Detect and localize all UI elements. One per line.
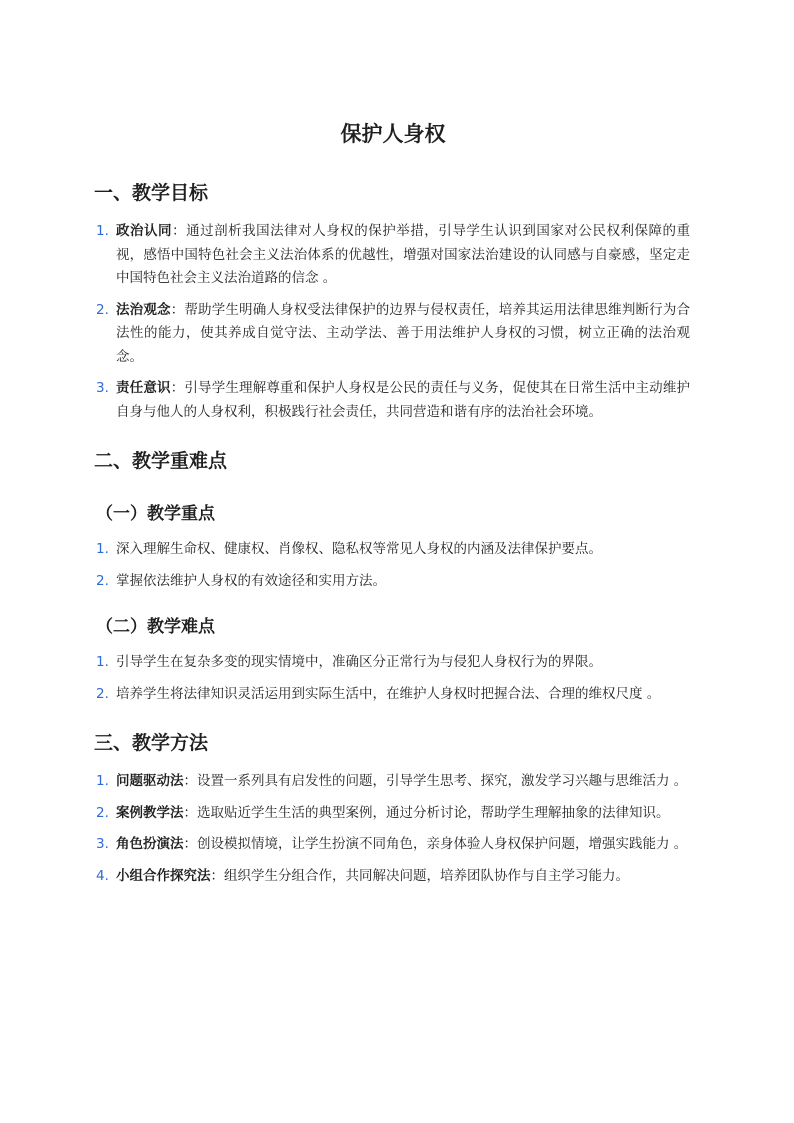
teaching-goals-list (96, 220, 690, 424)
item-term: 案例教学法 (116, 804, 184, 821)
list-number: 2. (96, 572, 109, 589)
item-text: 引导学生理解尊重和保护人身权是公民的责任与义务，促使其在日常生活中主动维护自身与他人的人身权利，积极践行社会责任，共同营造和谐有序的法治社会环境。 (116, 380, 691, 420)
list-number: 1. (96, 223, 109, 239)
item-text: 引导学生在复杂多变的现实情境中，准确区分正常行为与侵犯人身权行为的界限。 (116, 654, 602, 670)
item-text: 组织学生分组合作，共同解决问题，培养团队协作与自主学习能力。 (224, 867, 629, 884)
section-heading-key-difficult-points: 二、教学重难点 (94, 450, 228, 472)
item-term: 问题驱动法 (116, 773, 184, 789)
item-text: 创设模拟情境，让学生扮演不同角色，亲身体验人身权保护问题，增强实践能力 。 (197, 836, 688, 852)
list-number: 2. (96, 685, 109, 702)
list-number: 2. (96, 804, 109, 821)
document-title: 保护人身权 (340, 122, 446, 146)
item-separator: ： (183, 773, 197, 789)
item-separator: ： (170, 301, 185, 318)
item-separator: ： (210, 867, 224, 884)
item-separator: ： (183, 836, 197, 852)
key-points-list (96, 538, 690, 593)
list-item (96, 651, 690, 675)
list-number: 2. (96, 301, 109, 318)
list-number: 1. (96, 541, 109, 557)
list-number: 1. (96, 773, 109, 789)
item-term: 小组合作探究法 (116, 867, 211, 884)
item-term: 责任意识 (116, 380, 171, 396)
item-term: 法治观念 (116, 301, 171, 318)
teaching-methods-list (96, 770, 690, 888)
item-separator: ： (183, 804, 197, 821)
list-item (96, 299, 690, 370)
list-number: 3. (96, 380, 109, 396)
item-text: 选取贴近学生生活的典型案例，通过分析讨论，帮助学生理解抽象的法律知识。 (197, 804, 670, 821)
list-item (96, 802, 690, 826)
item-text: 培养学生将法律知识灵活运用到实际生活中，在维护人身权时把握合法、合理的维权尺度 。 (116, 685, 661, 702)
list-item (96, 683, 690, 707)
section-heading-teaching-methods: 三、教学方法 (94, 732, 209, 754)
list-item (96, 377, 690, 424)
subsection-heading-key-points: （一）教学重点 (96, 504, 215, 524)
list-item (96, 570, 690, 594)
item-separator: ： (172, 223, 187, 239)
difficult-points-list (96, 651, 690, 706)
list-item (96, 865, 690, 889)
list-item (96, 770, 690, 794)
subsection-heading-difficult-points: （二）教学难点 (96, 617, 215, 637)
section-heading-teaching-goals: 一、教学目标 (94, 182, 209, 204)
item-term: 角色扮演法 (116, 836, 184, 852)
item-text: 深入理解生命权、健康权、肖像权、隐私权等常见人身权的内涵及法律保护要点。 (116, 541, 602, 557)
item-text: 通过剖析我国法律对人身权的保护举措，引导学生认识到国家对公民权利保障的重视，感悟中国特色社会主义法治体系的优越性，增强对国家法治建设的认同感与自豪感，坚定走中国特色社会主义法治道路的信念 。 (116, 223, 691, 286)
document-page (96, 118, 690, 896)
item-separator: ： (170, 380, 185, 396)
item-text: 掌握依法维护人身权的有效途径和实用方法。 (116, 572, 386, 589)
item-text: 帮助学生明确人身权受法律保护的边界与侵权责任，培养其运用法律思维判断行为合法性的能力，使其养成自觉守法、主动学法、善于用法维护人身权的习惯，树立正确的法治观念。 (116, 301, 691, 365)
list-item (96, 833, 690, 857)
list-number: 3. (96, 836, 109, 852)
item-text: 设置一系列具有启发性的问题，引导学生思考、探究，激发学习兴趣与思维活力 。 (197, 773, 688, 789)
list-item (96, 220, 690, 291)
list-number: 4. (96, 867, 109, 884)
list-item (96, 538, 690, 562)
item-term: 政治认同 (116, 223, 173, 239)
list-number: 1. (96, 654, 109, 670)
